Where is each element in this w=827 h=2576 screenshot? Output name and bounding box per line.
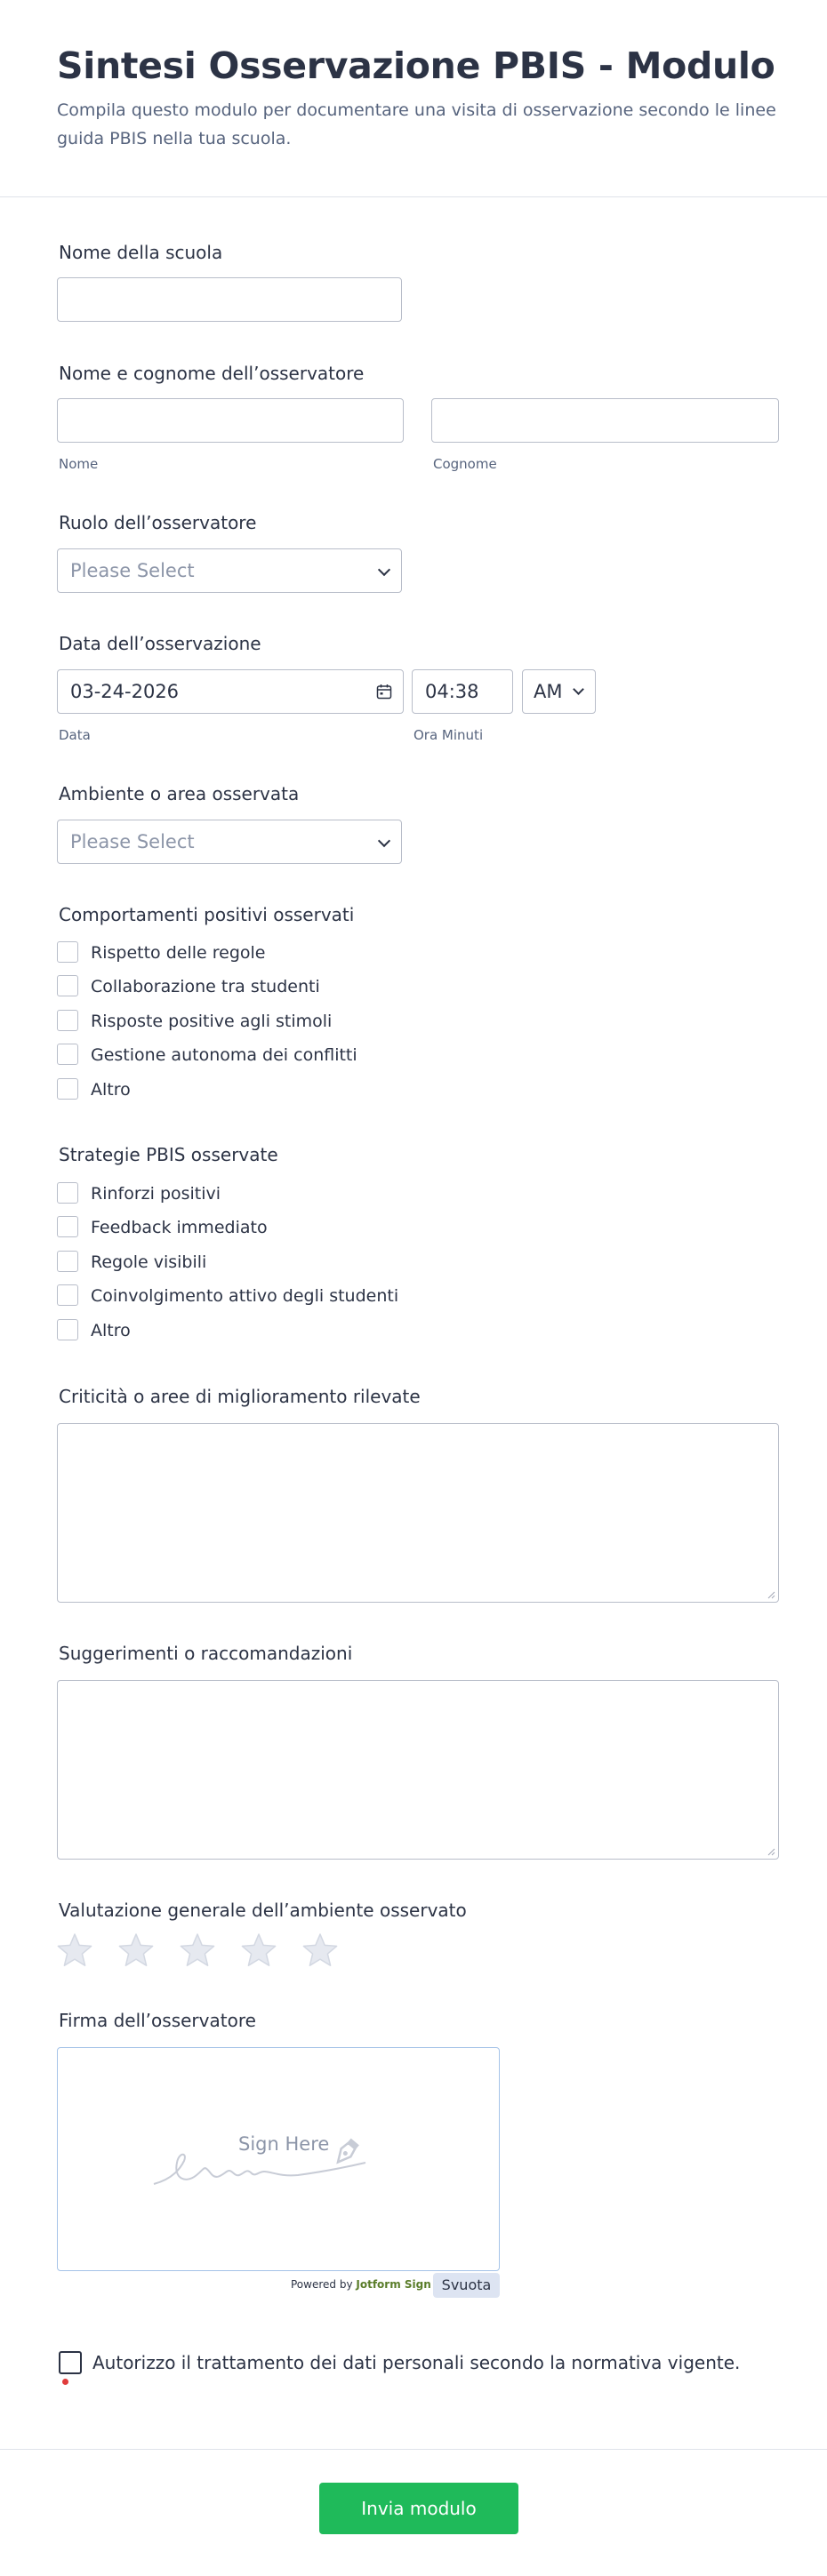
consent-checkbox[interactable]: [59, 2351, 82, 2374]
positive-behaviors-label: Comportamenti positivi osservati: [59, 904, 355, 925]
checkbox[interactable]: [57, 1216, 78, 1237]
time-sublabel: Ora Minuti: [414, 727, 484, 743]
last-name-sublabel: Cognome: [433, 456, 497, 472]
star-icon[interactable]: [301, 1932, 339, 1968]
submit-button[interactable]: Invia modulo: [319, 2483, 518, 2534]
option-label: Gestione autonoma dei conflitti: [91, 1045, 357, 1065]
option-label: Altro: [91, 1080, 131, 1100]
consent-label: Autorizzo il trattamento dei dati personali secondo la normativa vigente.: [92, 2352, 741, 2373]
powered-by: [291, 2278, 431, 2291]
observer-name-label: Nome e cognome dell’osservatore: [59, 363, 365, 384]
option-label: Coinvolgimento attivo degli studenti: [91, 1286, 399, 1306]
pbis-strategies-label: Strategie PBIS osservate: [59, 1144, 278, 1165]
checkbox[interactable]: [57, 1284, 78, 1306]
option-label: Risposte positive agli stimoli: [91, 1012, 333, 1031]
chevron-down-icon: [378, 564, 390, 576]
calendar-icon[interactable]: [376, 684, 392, 700]
ampm-select[interactable]: [522, 669, 596, 714]
observer-last-name-input[interactable]: [431, 398, 779, 443]
signature-label: Firma dell’osservatore: [59, 2010, 256, 2031]
checkbox[interactable]: [57, 1044, 78, 1065]
option-label: Collaborazione tra studenti: [91, 977, 320, 996]
clear-signature-button[interactable]: Svuota: [433, 2273, 500, 2298]
date-value: 03-24-2026: [70, 681, 180, 702]
chevron-down-icon: [573, 684, 584, 695]
observer-role-select[interactable]: [57, 548, 402, 593]
option-label: Rinforzi positivi: [91, 1184, 221, 1204]
resize-handle-icon[interactable]: [767, 1590, 775, 1599]
date-sublabel: Data: [59, 727, 91, 743]
issues-label: Criticità o aree di miglioramento rilevate: [59, 1386, 421, 1407]
option-label: Feedback immediato: [91, 1218, 268, 1237]
star-icon[interactable]: [179, 1932, 216, 1968]
checkbox[interactable]: [57, 1078, 78, 1100]
environment-select[interactable]: [57, 820, 402, 864]
observation-time-input[interactable]: [412, 669, 513, 714]
observer-role-label: Ruolo dell’osservatore: [59, 512, 257, 533]
issues-textarea[interactable]: [57, 1423, 779, 1603]
ampm-value: AM: [534, 681, 563, 702]
resize-handle-icon[interactable]: [767, 1847, 775, 1856]
checkbox[interactable]: [57, 1182, 78, 1204]
star-icon[interactable]: [240, 1932, 277, 1968]
star-icon[interactable]: [117, 1932, 155, 1968]
checkbox[interactable]: [57, 1251, 78, 1272]
powered-by-brand: Jotform Sign: [356, 2278, 431, 2291]
environment-placeholder: Please Select: [70, 831, 195, 852]
signature-pad[interactable]: [57, 2047, 500, 2271]
signature-placeholder: Sign Here: [238, 2133, 330, 2155]
suggestions-textarea[interactable]: [57, 1680, 779, 1860]
environment-label: Ambiente o area osservata: [59, 783, 300, 804]
form-header: [0, 0, 827, 197]
observer-role-placeholder: Please Select: [70, 560, 195, 581]
time-value: 04:38: [425, 681, 479, 702]
suggestions-label: Suggerimenti o raccomandazioni: [59, 1643, 353, 1664]
star-icon[interactable]: [56, 1932, 93, 1968]
school-name-input[interactable]: [57, 277, 402, 322]
required-indicator: [62, 2379, 68, 2385]
checkbox[interactable]: [57, 1319, 78, 1340]
option-label: Regole visibili: [91, 1252, 207, 1272]
checkbox[interactable]: [57, 975, 78, 996]
chevron-down-icon: [378, 835, 390, 847]
first-name-sublabel: Nome: [59, 456, 99, 472]
observation-date-label: Data dell’osservazione: [59, 633, 261, 654]
option-label: Altro: [91, 1321, 131, 1340]
rating-label: Valutazione generale dell’ambiente osservato: [59, 1900, 467, 1921]
checkbox[interactable]: [57, 1010, 78, 1031]
school-name-label: Nome della scuola: [59, 242, 223, 263]
form-description: Compila questo modulo per documentare una visita di osservazione secondo le linee guida PBIS nella tua scuola.: [57, 100, 776, 148]
checkbox[interactable]: [57, 941, 78, 963]
option-label: Rispetto delle regole: [91, 943, 266, 963]
form-title: Sintesi Osservazione PBIS - Modulo: [57, 44, 775, 87]
observation-date-input[interactable]: [57, 669, 404, 714]
powered-by-prefix: Powered by: [291, 2278, 353, 2291]
observer-first-name-input[interactable]: [57, 398, 404, 443]
